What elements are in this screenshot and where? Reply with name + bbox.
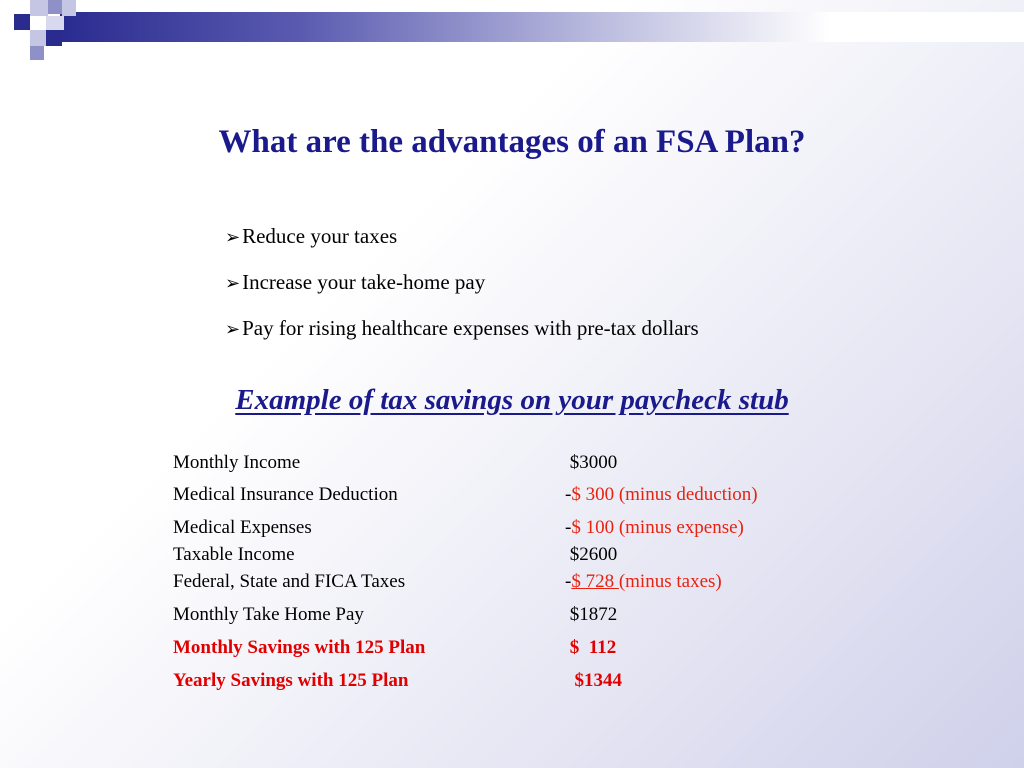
row-label: Medical Expenses <box>173 517 312 538</box>
row-label: Monthly Take Home Pay <box>173 604 364 625</box>
row-value: $ 100 (minus expense) <box>571 517 744 538</box>
list-item <box>225 268 699 314</box>
decor-square <box>30 30 46 46</box>
row-medical-insurance <box>173 483 758 507</box>
bullet-text: Pay for rising healthcare expenses with pre-tax dollars <box>242 316 699 340</box>
row-taxable-income <box>173 543 617 567</box>
row-monthly-income <box>173 451 617 475</box>
arrow-bullet-icon: ➢ <box>225 273 241 293</box>
header-gradient-band <box>60 12 1024 42</box>
slide-title: What are the advantages of an FSA Plan? <box>218 124 806 160</box>
bullet-text: Increase your take-home pay <box>242 270 486 294</box>
row-value: $1872 <box>565 604 618 625</box>
row-value: $ 112 <box>565 637 617 658</box>
row-value: $1344 <box>565 670 622 691</box>
row-yearly-savings <box>173 669 622 693</box>
row-label: Monthly Income <box>173 452 301 473</box>
decor-square <box>14 14 30 30</box>
row-label: Yearly Savings with 125 Plan <box>173 670 409 691</box>
example-heading <box>0 384 1024 417</box>
row-sign: - <box>565 571 572 592</box>
arrow-bullet-icon: ➢ <box>225 319 241 339</box>
list-item <box>225 314 699 360</box>
decor-square <box>46 16 64 30</box>
row-take-home <box>173 603 617 627</box>
advantages-list <box>225 222 699 360</box>
row-value: $3000 <box>565 452 618 473</box>
row-value: $ 728 <box>571 571 619 592</box>
bullet-text: Reduce your taxes <box>242 224 398 248</box>
row-value-note: (minus taxes) <box>618 571 722 592</box>
decor-square <box>62 0 76 16</box>
row-value: $ 300 (minus deduction) <box>571 484 758 505</box>
row-label: Federal, State and FICA Taxes <box>173 571 406 592</box>
example-heading-text: Example of tax savings on your paycheck stub <box>235 384 789 416</box>
row-label: Taxable Income <box>173 544 295 565</box>
row-medical-expenses <box>173 516 744 540</box>
row-taxes <box>173 570 722 594</box>
list-item <box>225 222 699 268</box>
row-label: Monthly Savings with 125 Plan <box>173 637 426 658</box>
decor-square <box>30 0 48 16</box>
row-monthly-savings <box>173 636 616 660</box>
row-label: Medical Insurance Deduction <box>173 484 398 505</box>
decor-square <box>46 30 62 46</box>
row-value: $2600 <box>565 544 618 565</box>
arrow-bullet-icon: ➢ <box>225 227 241 247</box>
row-sign: - <box>565 484 572 505</box>
decor-square <box>30 46 44 60</box>
decor-square <box>48 0 62 14</box>
row-sign: - <box>565 517 572 538</box>
